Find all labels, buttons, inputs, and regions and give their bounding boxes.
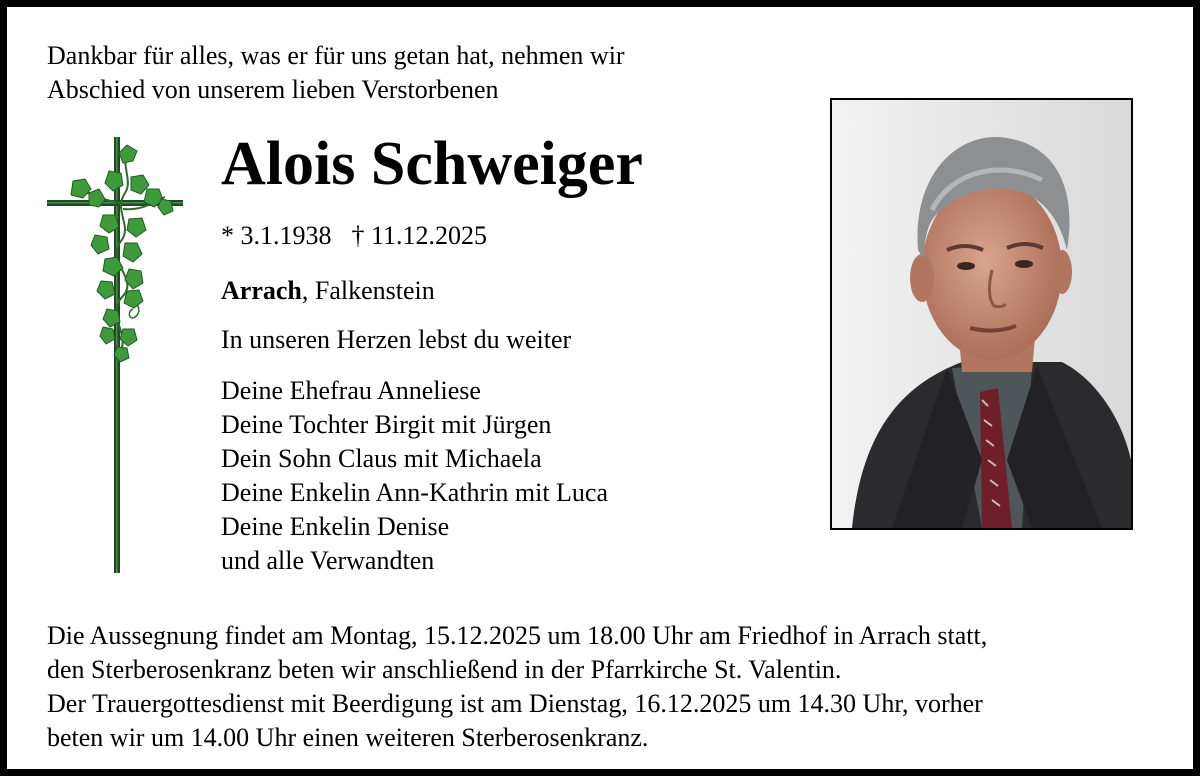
mourner-item: und alle Verwandten (221, 546, 435, 575)
details-line: Die Aussegnung findet am Montag, 15.12.2025 um 18.00 Uhr am Friedhof in Arrach statt, (47, 621, 988, 650)
details-line: Der Trauergottesdienst mit Beerdigung ist am Dienstag, 16.12.2025 um 14.30 Uhr, vorher (47, 689, 983, 718)
mourner-item: Deine Enkelin Ann-Kathrin mit Luca (221, 478, 609, 507)
place-main: Arrach (221, 276, 302, 305)
details-line: beten wir um 14.00 Uhr einen weiteren Sterberosenkranz. (47, 723, 649, 752)
motto-text: In unseren Herzen lebst du weiter (221, 325, 572, 354)
mourner-item: Deine Enkelin Denise (221, 512, 450, 541)
details-line: den Sterberosenkranz beten wir anschließend in der Pfarrkirche St. Valentin. (47, 655, 842, 684)
place-of-residence (221, 274, 435, 308)
portrait-photo (830, 98, 1133, 530)
mourner-item: Deine Ehefrau Anneliese (221, 376, 481, 405)
funeral-details (47, 619, 987, 755)
death-date: † 11.12.2025 (351, 221, 488, 250)
mourner-item: Dein Sohn Claus mit Michaela (221, 444, 542, 473)
intro-line: Dankbar für alles, was er für uns getan hat, nehmen wir (47, 41, 625, 70)
birth-date: * 3.1.1938 (221, 221, 332, 250)
life-dates (221, 219, 487, 253)
place-rest: , Falkenstein (301, 276, 435, 305)
mourners-list (221, 374, 608, 578)
intro-text (47, 39, 625, 107)
mourner-item: Deine Tochter Birgit mit Jürgen (221, 410, 552, 439)
cross-with-ivy-icon (43, 131, 189, 581)
intro-line: Abschied von unserem lieben Verstorbenen (47, 75, 499, 104)
deceased-name: Alois Schweiger (221, 130, 643, 198)
